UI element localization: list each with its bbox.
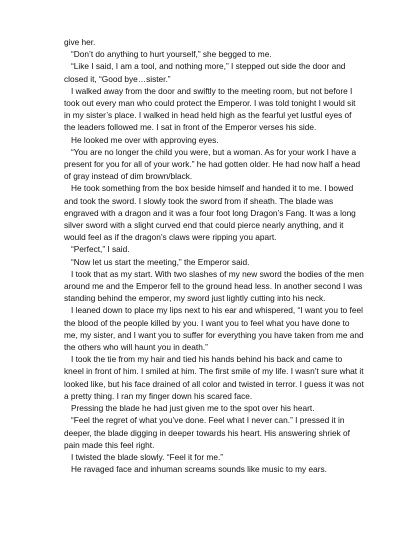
paragraph: I walked away from the door and swiftly to the meeting room, but not before I took out every man who could protect the Emperor. I was told tonight I would sit in my sister’s place. I walked in head held high as the fearful yet lustful eyes of the leaders followed me. I sat in front of the Emperor verses his side. (64, 85, 356, 133)
paragraph: I took the tie from my hair and tied his hands behind his back and came to kneel in front of him. I smiled at him. The first smile of my life. I wasn’t sure what it looked like, but his face drained of all color and twisted in terror. I guess it was not a pretty thing. I ran my finger down his scared face. (64, 354, 364, 401)
paragraph: “Feel the regret of what you’ve done. Feel what I never can.” I pressed it in deeper, the blade digging in deeper towards his heart. His answering shriek of pain made this feel right. (64, 415, 350, 450)
paragraph: “Like I said, I am a tool, and nothing more,” I stepped out side the door and closed it, “Good bye…sister.” (64, 61, 346, 84)
paragraph: I took that as my start. With two slashes of my new sword the bodies of the men around me and the Emperor fell to the ground head less. In another second I was standing behind the emperor, my sword just lightly cutting into his neck. (64, 268, 364, 304)
paragraph: “Now let us start the meeting,” the Emperor said. (71, 256, 250, 267)
page-body (64, 36, 364, 475)
paragraph: He looked me over with approving eyes. (71, 134, 219, 145)
paragraph: I twisted the blade slowly. “Feel it for me.” (71, 451, 224, 462)
paragraph: He ravaged face and inhuman screams sounds like music to my ears. (71, 464, 327, 475)
paragraph-continuation: give her. (64, 37, 96, 47)
paragraph: “Perfect,” I said. (71, 244, 130, 255)
paragraph: Pressing the blade he had just given me to the spot over his heart. (71, 403, 315, 414)
paragraph: He took something from the box beside himself and handed it to me. I bowed and took the sword. I slowly took the sword from if sheath. The blade was engraved with a dragon and it was a four foot long Dragon’s Fang. It was a long silver sword with a slight curved end that could pierce nearly anything, and it would feel as if the dragon’s claws were ripping you apart. (64, 183, 356, 243)
paragraph: “You are no longer the child you were, but a woman. As for your work I have a present for you for all of your work.” he had gotten older. He had now half a head of gray instead of dim brown/black. (64, 146, 361, 182)
paragraph: I leaned down to place my lips next to his ear and whispered, “I want you to feel the blood of the people killed by you. I want you to feel what you have done to me, my sister, and I want you to suffer for everything you have taken from me and the others who will haunt you in death.” (64, 305, 364, 353)
paragraph: “Don’t do anything to hurt yourself,” she begged to me. (71, 49, 272, 60)
